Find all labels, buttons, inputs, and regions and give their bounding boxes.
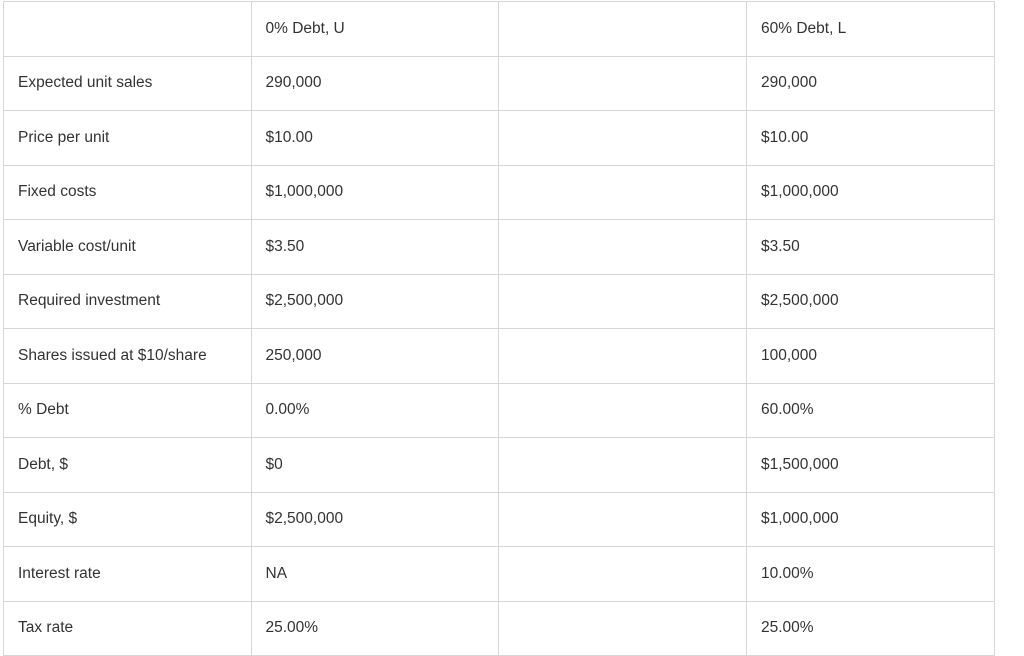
table-row [4, 383, 995, 438]
value-cell [499, 601, 747, 656]
table-row [4, 438, 995, 493]
value-cell: 290,000 [251, 56, 499, 111]
row-label-cell: Equity, $ [4, 492, 252, 547]
row-label-cell: % Debt [4, 383, 252, 438]
row-label-cell: Shares issued at $10/share [4, 329, 252, 384]
row-label-cell: Interest rate [4, 547, 252, 602]
row-label-cell: Fixed costs [4, 165, 252, 220]
value-cell: 0.00% [251, 383, 499, 438]
value-cell [499, 329, 747, 384]
value-cell: 25.00% [251, 601, 499, 656]
value-cell: $10.00 [251, 111, 499, 166]
value-cell: $2,500,000 [251, 492, 499, 547]
value-cell: 290,000 [747, 56, 995, 111]
header-cell: 60% Debt, L [747, 2, 995, 57]
value-cell: 25.00% [747, 601, 995, 656]
row-label-cell: Expected unit sales [4, 56, 252, 111]
value-cell: $1,000,000 [747, 165, 995, 220]
value-cell [499, 111, 747, 166]
value-cell [499, 56, 747, 111]
table-row [4, 492, 995, 547]
value-cell: $2,500,000 [251, 274, 499, 329]
value-cell: $3.50 [747, 220, 995, 275]
row-label-cell: Required investment [4, 274, 252, 329]
value-cell: 60.00% [747, 383, 995, 438]
table-row [4, 274, 995, 329]
debt-comparison-table [3, 1, 995, 656]
value-cell [499, 547, 747, 602]
value-cell: $2,500,000 [747, 274, 995, 329]
comparison-table-container [3, 1, 994, 656]
value-cell: $1,500,000 [747, 438, 995, 493]
value-cell: $1,000,000 [251, 165, 499, 220]
value-cell: NA [251, 547, 499, 602]
value-cell [499, 165, 747, 220]
row-label-cell: Price per unit [4, 111, 252, 166]
table-row [4, 601, 995, 656]
value-cell: $0 [251, 438, 499, 493]
value-cell [499, 492, 747, 547]
table-row [4, 111, 995, 166]
table-row [4, 547, 995, 602]
table-row [4, 165, 995, 220]
value-cell: $1,000,000 [747, 492, 995, 547]
table-body [4, 2, 995, 656]
value-cell [499, 274, 747, 329]
value-cell: 100,000 [747, 329, 995, 384]
value-cell: $10.00 [747, 111, 995, 166]
value-cell [499, 438, 747, 493]
header-cell [4, 2, 252, 57]
value-cell: 250,000 [251, 329, 499, 384]
table-row [4, 220, 995, 275]
value-cell [499, 383, 747, 438]
table-row [4, 56, 995, 111]
table-row [4, 329, 995, 384]
header-cell [499, 2, 747, 57]
row-label-cell: Tax rate [4, 601, 252, 656]
row-label-cell: Variable cost/unit [4, 220, 252, 275]
value-cell: 10.00% [747, 547, 995, 602]
value-cell [499, 220, 747, 275]
header-cell: 0% Debt, U [251, 2, 499, 57]
table-header-row [4, 2, 995, 57]
row-label-cell: Debt, $ [4, 438, 252, 493]
value-cell: $3.50 [251, 220, 499, 275]
